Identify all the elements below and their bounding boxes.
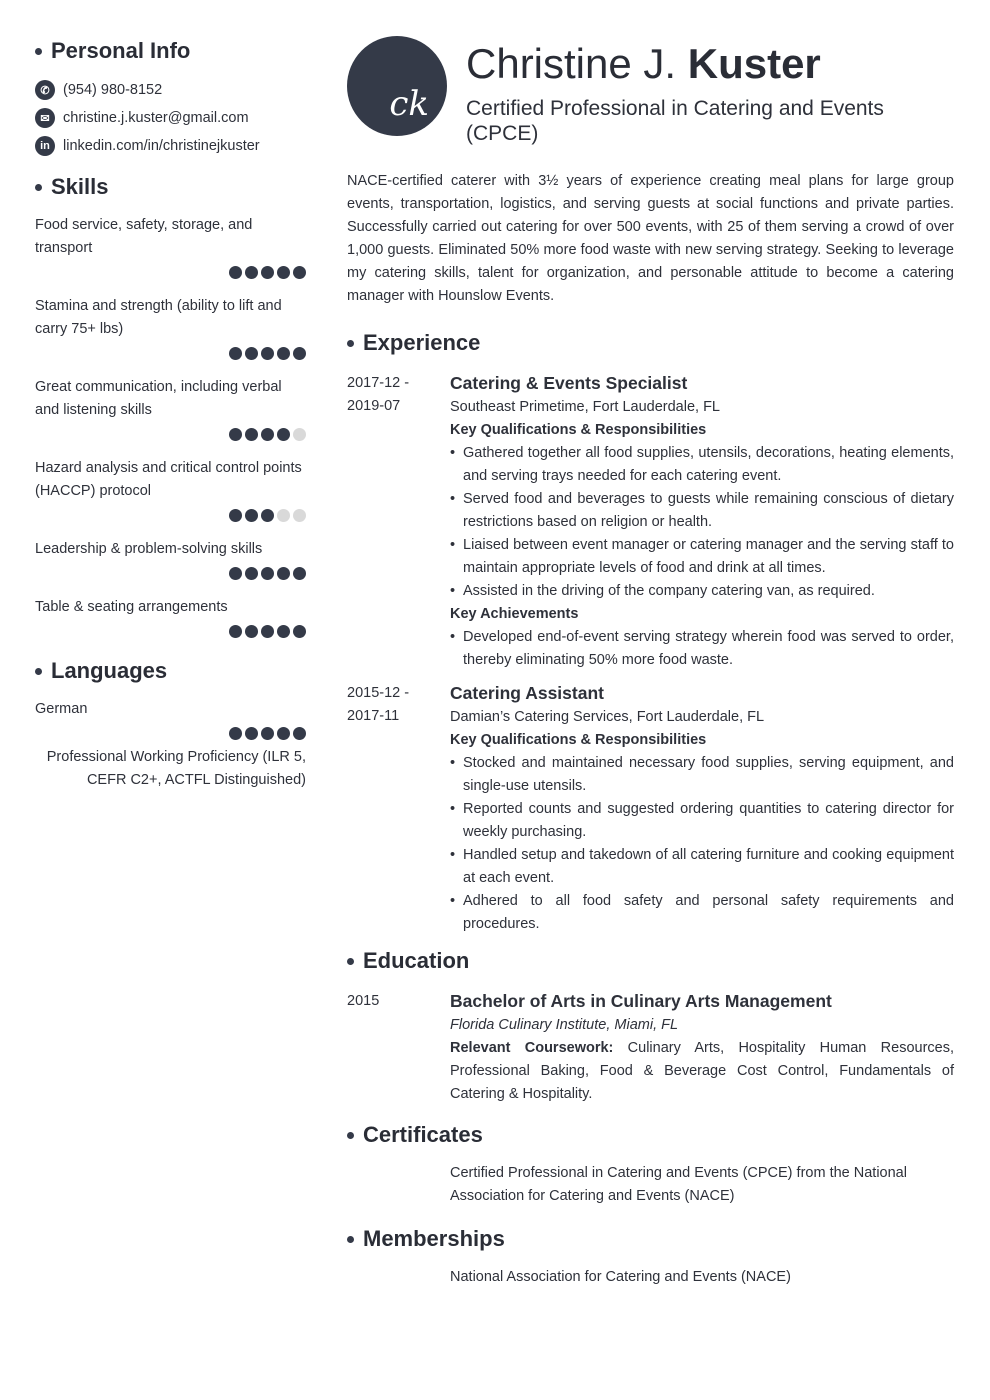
list-item: • Liaised between event manager or catering manager and the serving staff to maintain appropriate levels of food and drink at all times. [450,534,954,580]
rating-dot [245,727,258,740]
rating-dot [261,567,274,580]
rating-dot [229,567,242,580]
rating-dot [261,266,274,279]
list-item: • Assisted in the driving of the company catering van, as required. [450,580,954,603]
candidate-name: Christine J. Kuster [466,40,821,87]
rating-dot [293,509,306,522]
rating-dot [293,428,306,441]
phone-icon: ✆ [35,80,55,100]
rating-dot [229,428,242,441]
rating-dot [245,428,258,441]
rating-dot [245,625,258,638]
section-heading-personal-info: Personal Info [35,38,306,64]
rating-dot [293,625,306,638]
list-item: • Handled setup and takedown of all catering furniture and cooking equipment at each event. [450,844,954,890]
rating-dot [245,509,258,522]
experience-entry [347,682,954,936]
skill-label: Hazard analysis and critical control points (HACCP) protocol [35,460,302,499]
contact-email[interactable]: ✉ christine.j.kuster@gmail.com [35,104,306,132]
list-item: • Gathered together all food supplies, utensils, decorations, heating elements, and serving trays needed for each catering event. [450,442,954,488]
skill-rating [35,509,306,522]
skill-rating [35,567,306,580]
rating-dot [277,567,290,580]
rating-dot [245,347,258,360]
rating-dot [293,567,306,580]
section-heading-languages: Languages [35,658,306,684]
experience-entry [347,372,954,672]
section-heading-skills: Skills [35,174,306,200]
list-item: • Stocked and maintained necessary food supplies, serving equipment, and single-use utensils. [450,752,954,798]
list-item: • Developed end-of-event serving strategy wherein food was served to order, thereby eliminating 50% more food waste. [450,626,954,672]
language-rating [35,727,306,740]
initials-avatar: ck [347,36,447,136]
skill-rating [35,347,306,360]
rating-dot [245,266,258,279]
skill-rating [35,428,306,441]
skill-label: Great communication, including verbal and listening skills [35,379,282,418]
list-item: • Reported counts and suggested ordering quantities to catering director for weekly purchasing. [450,798,954,844]
qualifications-heading: Key Qualifications & Responsibilities [450,422,707,438]
section-heading-experience: Experience [347,330,954,356]
rating-dot [261,428,274,441]
email-icon: ✉ [35,108,55,128]
rating-dot [277,625,290,638]
experience-date: 2015-12 - 2017-11 [347,685,410,724]
skill-label: Leadership & problem-solving skills [35,541,263,557]
section-heading-education: Education [347,948,954,974]
certificate-item: Certified Professional in Catering and Events (CPCE) from the National Association for Catering and Events (NACE) [450,1165,907,1204]
rating-dot [277,266,290,279]
rating-dot [245,567,258,580]
sidebar [35,38,306,792]
rating-dot [261,625,274,638]
list-item: • Served food and beverages to guests while remaining conscious of dietary restrictions based on religion or health. [450,488,954,534]
experience-title: Catering & Events Specialist [450,373,688,393]
rating-dot [277,727,290,740]
education-entry [347,990,954,1106]
degree: Bachelor of Arts in Culinary Arts Management [450,991,832,1011]
job-title: Certified Professional in Catering and Events (CPCE) [466,97,884,145]
contact-linkedin[interactable]: in linkedin.com/in/christinejkuster [35,132,306,160]
rating-dot [277,509,290,522]
experience-company: Southeast Primetime, Fort Lauderdale, FL [450,399,720,415]
rating-dot [261,509,274,522]
skill-label: Table & seating arrangements [35,599,228,615]
rating-dot [293,727,306,740]
skill-label: Food service, safety, storage, and transport [35,217,253,256]
rating-dot [261,727,274,740]
section-heading-certificates: Certificates [347,1122,954,1148]
language-name: German [35,701,88,717]
rating-dot [229,727,242,740]
experience-company: Damian’s Catering Services, Fort Lauderdale, FL [450,709,765,725]
summary: NACE-certified caterer with 3½ years of experience creating meal plans for large group events, transportation, logistics, and serving guests at social functions and private parties. Successfully carried out catering for over 500 events, with 25 of them serving a crowd of over 1,000 guests. Eliminated 50% more food waste with new serving strategy. Seeking to leverage my catering skills, talent for organization, and personable attitude to become a catering manager with Hounslow Events. [347,173,954,304]
coursework: Relevant Coursework: Culinary Arts, Hospitality Human Resources, Professional Baking, Food & Beverage Cost Control, Fundamentals of Catering & Hospitality. [450,1040,954,1102]
experience-title: Catering Assistant [450,683,604,703]
achievements-heading: Key Achievements [450,606,579,622]
rating-dot [277,428,290,441]
rating-dot [293,347,306,360]
rating-dot [229,625,242,638]
list-item: • Adhered to all food safety and personal safety requirements and procedures. [450,890,954,936]
contact-phone: ✆ (954) 980-8152 [35,76,306,104]
rating-dot [229,509,242,522]
rating-dot [229,347,242,360]
skill-label: Stamina and strength (ability to lift and carry 75+ lbs) [35,298,282,337]
school: Florida Culinary Institute, Miami, FL [450,1017,679,1033]
membership-item: National Association for Catering and Events (NACE) [450,1269,791,1285]
skill-rating [35,625,306,638]
qualifications-heading: Key Qualifications & Responsibilities [450,732,707,748]
resume-header [347,36,954,146]
linkedin-icon: in [35,136,55,156]
language-level: Professional Working Proficiency (ILR 5, CEFR C2+, ACTFL Distinguished) [46,749,306,788]
main-content [347,36,954,1289]
experience-date: 2017-12 - 2019-07 [347,375,410,414]
rating-dot [293,266,306,279]
rating-dot [261,347,274,360]
skill-rating [35,266,306,279]
education-date: 2015 [347,993,380,1009]
rating-dot [229,266,242,279]
rating-dot [277,347,290,360]
section-heading-memberships: Memberships [347,1226,954,1252]
